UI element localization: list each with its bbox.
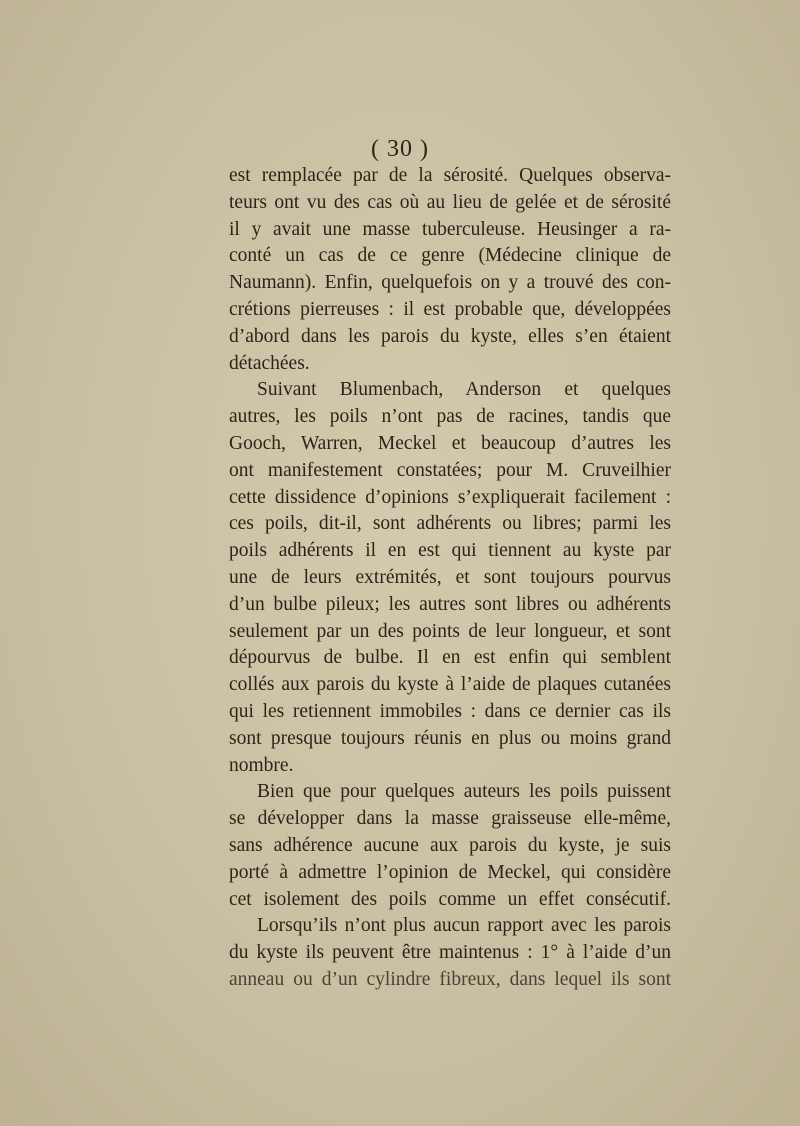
text-line: cette dissidence d’opinions s’expliquerait facilement : (229, 486, 671, 508)
page-number: ( 30 ) (371, 136, 429, 162)
text-line: nombre. (229, 754, 294, 776)
text-line: porté à admettre l’opinion de Meckel, qui considère (229, 861, 671, 883)
text-line: se développer dans la masse graisseuse elle-même, (229, 808, 671, 830)
text-line: sont presque toujours réunis en plus ou moins grand (229, 727, 671, 749)
text-line: poils adhérents il en est qui tiennent au kyste par (229, 540, 671, 562)
paragraph-first-line: Lorsqu’ils n’ont plus aucun rapport avec les parois (257, 915, 671, 937)
text-line: autres, les poils n’ont pas de racines, tandis que (229, 406, 671, 428)
text-line: teurs ont vu des cas où au lieu de gelée et de sérosité (229, 191, 671, 213)
text-line: ont manifestement constatées; pour M. Cruveilhier (229, 459, 671, 481)
text-line: d’un bulbe pileux; les autres sont libres ou adhérents (229, 593, 671, 615)
text-line: dépourvus de bulbe. Il en est enfin qui semblent (229, 647, 671, 669)
text-line: Gooch, Warren, Meckel et beaucoup d’autres les (229, 432, 671, 454)
text-line: collés aux parois du kyste à l’aide de plaques cutanées (229, 674, 671, 696)
paragraph-first-line: Suivant Blumenbach, Anderson et quelques (257, 379, 671, 401)
text-line: cet isolement des poils comme un effet consécutif. (229, 888, 671, 910)
body-text (229, 163, 671, 994)
text-line: anneau ou d’un cylindre fibreux, dans lequel ils sont (229, 968, 671, 990)
text-line: est remplacée par de la sérosité. Quelques observa- (229, 165, 671, 186)
text-line: Naumann). Enfin, quelquefois on y a trouvé des con- (229, 272, 671, 294)
text-line: sans adhérence aucune aux parois du kyste, je suis (229, 834, 671, 856)
text-line: détachées. (229, 352, 310, 374)
paragraph-first-line: Bien que pour quelques auteurs les poils puissent (257, 781, 671, 803)
text-line: qui les retiennent immobiles : dans ce dernier cas ils (229, 700, 671, 722)
text-line: conté un cas de ce genre (Médecine clinique de (229, 245, 671, 267)
text-line: crétions pierreuses : il est probable que, développées (229, 298, 671, 320)
text-line: du kyste ils peuvent être maintenus : 1° à l’aide d’un (229, 942, 671, 964)
text-line: une de leurs extrémités, et sont toujours pourvus (229, 566, 671, 588)
text-line: seulement par un des points de leur longueur, et sont (229, 620, 671, 642)
text-line: ces poils, dit-il, sont adhérents ou libres; parmi les (229, 513, 671, 535)
text-line: d’abord dans les parois du kyste, elles s’en étaient (229, 325, 671, 347)
text-line: il y avait une masse tuberculeuse. Heusinger a ra- (229, 218, 671, 240)
